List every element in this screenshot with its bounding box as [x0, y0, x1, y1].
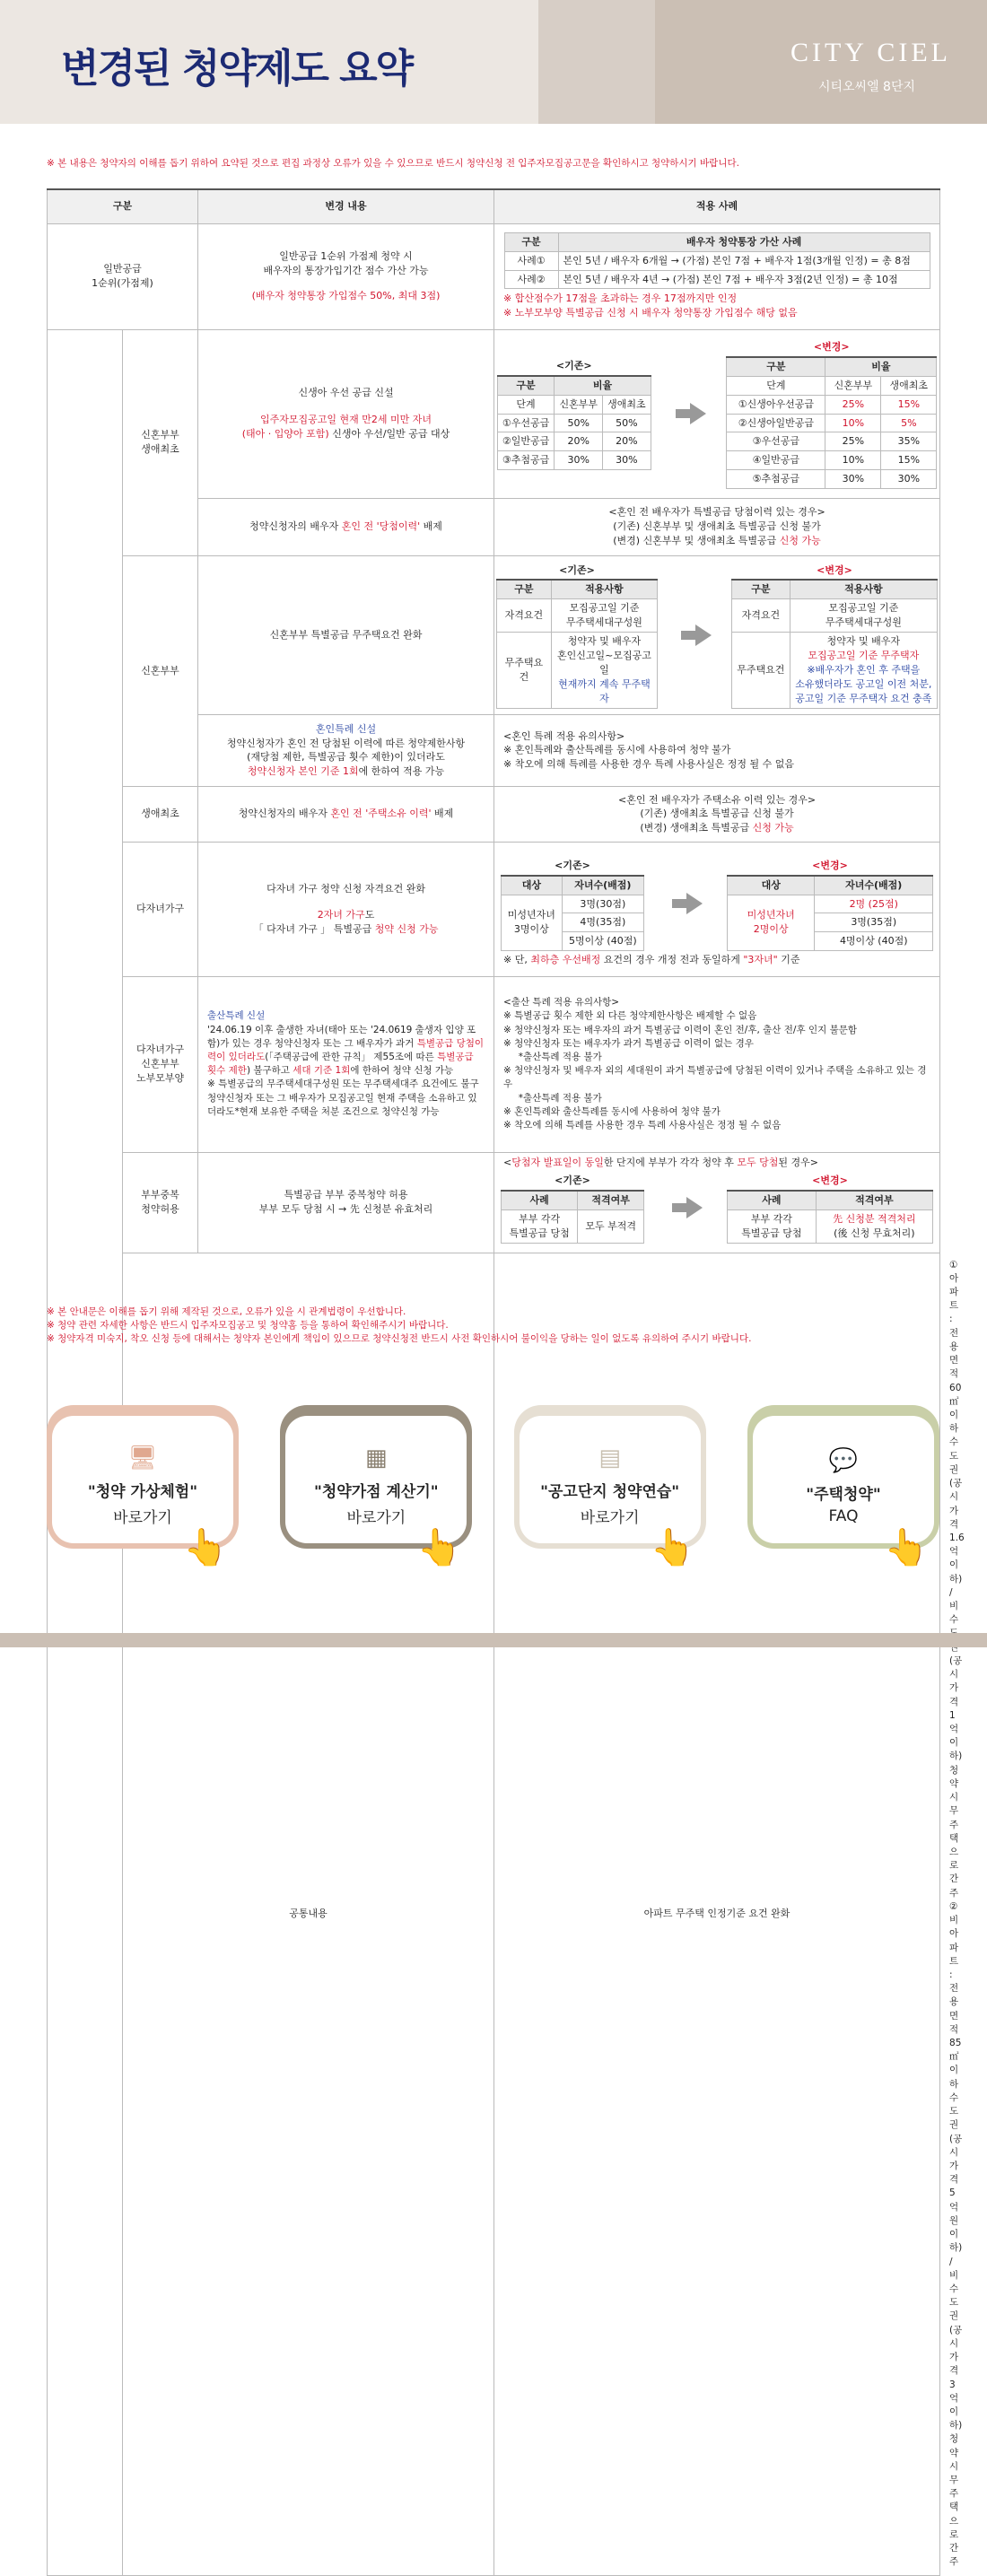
bottom-bar: [0, 1633, 987, 1647]
cell: 15%: [881, 451, 937, 470]
cell: 30%: [881, 470, 937, 489]
cell: 사례②: [504, 270, 558, 289]
cell: 미성년자녀 2명이상: [728, 895, 815, 951]
r3-content: 혼인 전 '당첨이력': [341, 520, 421, 533]
r8-content: 세대 기준 1회: [293, 1065, 351, 1077]
cat-couple: 부부중복 청약허용: [123, 1152, 198, 1253]
th: 자녀수(배점): [562, 876, 643, 895]
button-label: "공고단지 청약연습": [540, 1483, 680, 1501]
r8-content: (「주택공급에 관한 규칙」 제55조에 따른: [265, 1052, 438, 1063]
r8-example: ※ 청약신청자 및 배우자 외의 세대원이 과거 특별공급에 당첨된 이력이 있거나 주택을 소유하고 있는 경우: [503, 1065, 927, 1090]
r7-note: ※ 단,: [503, 954, 531, 966]
cell: 신혼부부: [825, 376, 881, 395]
r6-content: 배제: [431, 808, 454, 820]
cell: 5명이상 (40점): [562, 932, 643, 951]
r8-example: ※ 특별공급 횟수 제한 외 다른 청약제한사항은 배제할 수 없음: [503, 1010, 757, 1022]
calculator-icon: ▦: [365, 1445, 388, 1471]
r5-example: <혼인 특례 적용 유의사항>: [503, 729, 625, 742]
cap: <변경>: [728, 857, 933, 876]
th: 자녀수(배점): [815, 876, 933, 895]
cap: <기존>: [502, 1172, 644, 1191]
r6-example: (변경) 생애최초 특별공급: [640, 822, 753, 834]
button-label: "청약가점 계산기": [314, 1483, 439, 1501]
monitor-icon: 🖥: [127, 1445, 158, 1471]
th: 구분: [727, 357, 825, 376]
th: 구분: [497, 376, 555, 395]
cat-newlywed-first: 신혼부부 생애최초: [123, 329, 198, 555]
r9-title: 당첨자 발표일이 동일: [511, 1157, 604, 1169]
r2-content: 신생아 우선 공급 신설: [298, 387, 394, 399]
score-calculator-button[interactable]: [280, 1405, 472, 1568]
cell: ③우선공급: [727, 432, 825, 451]
cell: 모집공고일 기준 무주택자: [808, 650, 920, 662]
cell: ⑤추첨공급: [727, 470, 825, 489]
cell: ※배우자가 혼인 후 주택을 소유했더라도 공고일 이전 처분, 공고일 기준 무주택자 요건 충족: [795, 664, 932, 704]
arrow-right-icon: [695, 624, 712, 646]
r8-content: '24.06.19 이후 출생한 자녀(태아 또는 '24.0619 출생자 입양 포함)가 있는 경우 청약신청자 또는 그 배우자가 과거: [207, 1024, 476, 1049]
th: 적용사항: [551, 580, 657, 598]
r8-content: 특별공급 횟수 제한: [207, 1052, 474, 1077]
r1-content-note: (배우자 청약통장 가입점수 50%, 최대 3점): [251, 289, 441, 301]
r7-content: 청약 신청 가능: [374, 923, 439, 936]
r2-content: 입주자모집공고일 현재 만2세 미만 자녀: [260, 414, 432, 426]
summary-table: 구분 변경 내용 적용 사례 일반공급 1순위(가점제) 일반공급 1순위 가점제 청약 시 배우자의 통장가입기간 점수 가산 가능 (배우자 청약통장 가입점수 50%, 최대 3점) 구분 배우자 청약통장 가산 사례 사례① 본인 5년 / 배우자 6개월 → (가점) 본인 7점 + 배우자 1점(3개월 인정) = 총 8점 사례② 본인 5년 / 배우자 4년 → (가점) 본인 7점 + 배우자 3점(2년 인정) = 총 10점 ※ 합산점수가 17점을 초과하는 경우 17점까지만 인정 ※ 노부모부양 특별공급 신청 시 배우자 청약통장 가입점수 해당 없음 신혼부부 생애최초 신생아 우선 공급 신설 입주자모집공고일 현재 만2세 미만 자녀 (태아 · 입양아 포함) 신생아 우선/일반 공급 대상 <기존> 구분 비율 단계 신혼부부 생애최초 ①우선공급 50% 50% ②일반공급 20% 20% ③추첨공급 30% 30% <변경> 구분 비율 단계 신혼부부 생애최초 ①신생아우선공급 25% 15% ②신생아일반공급 10% 5% ③우선공급 25% 35% ④일반공급 10% 15% ⑤추첨공급 30% 30% 청약신청자의 배우자 혼인 전 '당첨이력' 배제 <혼인 전 배우자가 특별공급 당첨이력 있는 경우> (기존) 신혼부부 및 생애최초 특별공급 신청 불가 (변경) 신혼부부 및 생애최초 특별공급 신청 가능 신혼부부 신혼부부 특별공급 무주택요건 완화 <기존> 구분 적용사항 자격요건 모집공고일 기준 무주택세대구성원 무주택요건 청약자 및 배우자 혼인신고일~모집공고일 현재까지 계속 무주택자 <변경> 구분 적용사항 자격요건 모집공고일 기준 무주택세대구성원 무주택요건 청약자 및 배우자 모집공고일 기준 무주택자 ※배우자가 혼인 후 주택을 소유했더라도 공고일 이전 처분, 공고일 기준 무주택자 요건 충족 혼인특례 신설 청약신청자가 혼인 전 당첨된 이력에 따른 청약제한사항 (재당첨 제한, 특별공급 횟수 제한)이 있더라도 청약신청자 본인 기준 1회에 한하여 적용 가능 <혼인 특례 적용 유의사항> ※ 혼인특례와 출산특례를 동시에 사용하여 청약 불가 ※ 착오에 의해 특례를 사용한 경우 특례 사용사실은 정정 될 수 없음 생애최초 청약신청자의 배우자 혼인 전 '주택소유 이력' 배제 <혼인 전 배우자가 주택소유 이력 있는 경우> (기존) 생애최초 특별공급 신청 불가 (변경) 생애최초 특별공급 신청 가능 다자녀가구 다자녀 가구 청약 신청 자격요건 완화 2자녀 가구도 「 다자녀 가구 」 특별공급 청약 신청 가능 <기존> 대상 자녀수(배점) 미성년자녀 3명이상 3명(30점) 4명(35점) 5명이상 (40점) <변경> 대상 자녀수(배점) 미성년자녀 2명이상 2명 (25점) 3명(35점) 4명이상 (40점) ※ 단, 최하층 우선배정 요건의 경우 개정 전과 동일하게 "3자녀" 기준 다자녀가구 신혼부부 노부모부양 출산특례 신설 '24.06.19 이후 출생한 자녀(태아 또는 '24.0619 출생자 입양 포함)가 있는 경우 청약신청자 또는 그 배우자가 과거 특별공급 당첨이력이 있더라도(「주택공급에 관한 규칙」 제55조에 따른 특별공급 횟수 제한) 불구하고 세대 기준 1회에 한하여 청약 신청 가능 ※ 특별공급의 무주택세대구성원 또는 무주택세대주 요건에도 불구 청약신청자 또는 그 배우자가 모집공고일 현재 주택을 소유하고 있더라도*현재 보유한 주택을 처분 조건으로 청약신청 가능 <출산 특례 적용 유의사항> ※ 특별공급 횟수 제한 외 다른 청약제한사항은 배제할 수 없음 ※ 청약신청자 또는 배우자의 과거 특별공급 이력이 혼인 전/후, 출산 전/후 인지 불문함 ※ 청약신청자 또는 배우자가 과거 특별공급 이력이 없는 경우 *출산특례 적용 불가 ※ 청약신청자 및 배우자 외의 세대원이 과거 특별공급에 당첨된 이력이 있거나 주택을 소유하고 있는 경우 *출산특례 적용 불가 ※ 혼인특례와 출산특례를 동시에 사용하여 청약 불가 ※ 착오에 의해 특례를 사용한 경우 특례 사용사실은 정정 될 수 없음 부부중복 청약허용 특별공급 부부 중복청약 허용 부부 모두 당첨 시 → 先 신청분 유효처리 <당첨자 발표일이 동일한 단지에 부부가 각각 청약 후 모두 당첨된 경우> <기존> 사례 적격여부 부부 각각 특별공급 당첨 모두 부적격 <변경> 사례 적격여부 부부 각각 특별공급 당첨 先 신청분 적격처리 (後 신청 무효처리) 공통내용 아파트 무주택 인정기준 요건 완화 ① 아파트 : 전용면적 60㎡이하 수도권(공시가격 1.6억 이하) / 비수 (공시가격 1억 이하) 청약 시 무주택으로 간주 ② 비아파트 : 전용면적 85㎡이하 수도권(공시가격 5억원 이하) / 비수도권(공시가격 3억 이하) 청약 시 무주택으로 간주: [47, 188, 940, 2576]
head-example: 적용 사례: [494, 189, 940, 223]
r5-content: 에 한하여 적용 가능: [358, 765, 445, 778]
r7-content: 다자녀 가구 청약 신청 자격요건 완화: [266, 882, 425, 895]
r2-before-table: [497, 357, 651, 471]
cell: 신혼부부: [555, 395, 603, 414]
virtual-experience-button[interactable]: [47, 1405, 239, 1568]
cell: 50%: [603, 414, 651, 432]
footnote: ※ 청약 관련 자세한 사항은 반드시 입주자모집공고 및 청약홈 등을 통하여 확인해주시기 바랍니다.: [47, 1320, 449, 1332]
faq-button[interactable]: [747, 1405, 939, 1568]
footnote: ※ 본 안내문은 이해를 돕기 위해 제작된 것으로, 오류가 있을 시 관계법령이 우선합니다.: [47, 1306, 406, 1317]
cell: 5%: [881, 414, 937, 432]
cell: 부부 각각 특별공급 당첨: [502, 1210, 578, 1244]
cell: 청약자 및 배우자: [826, 635, 901, 648]
faq-icon: 💬: [828, 1446, 859, 1474]
cat-birth: 다자녀가구 신혼부부 노부모부양: [123, 976, 198, 1152]
r8-content: 에 한하여 청약 신청 가능: [350, 1065, 454, 1077]
cell: 생애최초: [881, 376, 937, 395]
cell: 모집공고일 기준 무주택세대구성원: [790, 599, 937, 633]
cell: 현재까지 계속 무주택자: [558, 678, 651, 704]
cell: ③추첨공급: [497, 451, 555, 470]
r2-content: 신생아 우선/일반 공급 대상: [328, 427, 450, 440]
cell: 25%: [825, 432, 881, 451]
cap: <변경>: [732, 562, 938, 581]
cell: 무주택요건: [497, 633, 552, 709]
r7-before-table: [501, 857, 644, 952]
r8-example: ※ 혼인특례와 출산특례를 동시에 사용하여 청약 불가: [503, 1105, 721, 1117]
r8-example: *출산특례 적용 불가: [503, 1052, 602, 1063]
th: 비율: [555, 376, 651, 395]
r9-after-table: [727, 1172, 933, 1244]
th: 구분: [497, 580, 552, 598]
cell: 본인 5년 / 배우자 6개월 → (가점) 본인 7점 + 배우자 1점(3개월 인정) = 총 8점: [558, 251, 930, 270]
th: 적격여부: [816, 1191, 932, 1209]
th: 사례: [502, 1191, 578, 1209]
cell: 자격요건: [497, 599, 552, 633]
r7-note: 요건의 경우 개정 전과 동일하게: [600, 954, 744, 966]
button-sublabel: FAQ: [828, 1506, 859, 1525]
button-label: "주택청약": [806, 1485, 881, 1504]
cell: ①신생아우선공급: [727, 395, 825, 414]
cap: <변경>: [727, 338, 937, 357]
th: 배우자 청약통장 가산 사례: [558, 232, 930, 251]
cell: 청약자 및 배우자 혼인신고일~모집공고일: [556, 635, 651, 677]
r8-content: ) 불구하고: [246, 1065, 293, 1077]
r1-content: 일반공급 1순위 가점제 청약 시 배우자의 통장가입기간 점수 가산 가능: [263, 250, 429, 277]
r6-example: 신청 가능: [752, 822, 794, 834]
r5-example: ※ 착오에 의해 특례를 사용한 경우 특례 사용사실은 정정 될 수 없음: [503, 758, 794, 771]
cell: 15%: [881, 395, 937, 414]
button-label: "청약 가상체험": [87, 1483, 198, 1501]
r3-content: 청약신청자의 배우자: [249, 520, 342, 533]
cell: 4명(35점): [562, 913, 643, 932]
link-buttons: [47, 1405, 939, 1568]
r7-content: 도: [364, 909, 375, 921]
cell: 10%: [825, 414, 881, 432]
arrow-right-icon: [686, 893, 703, 914]
r6-content: 청약신청자의 배우자: [238, 808, 331, 820]
r3-example: <혼인 전 배우자가 특별공급 당첨이력 있는 경우>: [608, 506, 825, 519]
r5-content: 청약신청자 본인 기준 1회: [247, 765, 359, 778]
r6-example: (기존) 생애최초 특별공급 신청 불가: [640, 808, 794, 820]
r4-before-table: [496, 562, 658, 709]
r4-after-table: [731, 562, 938, 709]
r1-note: ※ 합산점수가 17점을 초과하는 경우 17점까지만 인정: [503, 293, 738, 305]
hand-pointer-icon: 👆: [884, 1527, 929, 1568]
r7-content: 2자녀 가구: [317, 909, 365, 921]
cell: 10%: [825, 451, 881, 470]
cell: 생애최초: [603, 395, 651, 414]
cap: <변경>: [728, 1172, 933, 1191]
hand-pointer-icon: 👆: [650, 1527, 695, 1568]
hand-pointer-icon: 👆: [183, 1527, 228, 1568]
header: [0, 0, 987, 124]
cell: 30%: [603, 451, 651, 470]
r7-note: "3자녀": [743, 954, 778, 966]
button-sublabel: 바로가기: [113, 1509, 172, 1527]
cell: 3명(35점): [815, 913, 933, 932]
th: 비율: [825, 357, 937, 376]
r9-content: 특별공급 부부 중복청약 허용 부부 모두 당첨 시 → 先 신청분 유효처리: [198, 1152, 494, 1253]
cell: 무주택요건: [732, 633, 790, 709]
r2-content: (태아 · 입양아 포함): [241, 427, 329, 440]
cell: (後 신청 무효처리): [834, 1227, 915, 1239]
arrow-right-icon: [690, 403, 706, 424]
cell: ④일반공급: [727, 451, 825, 470]
cell: 3명(30점): [562, 895, 643, 913]
footnotes: [47, 1305, 751, 1347]
r9-title: <: [503, 1157, 512, 1169]
cell: 부부 각각 특별공급 당첨: [728, 1210, 817, 1244]
r7-note: 기준: [777, 954, 800, 966]
cell: 자격요건: [732, 599, 790, 633]
r8-example: ※ 착오에 의해 특례를 사용한 경우 특례 사용사실은 정정 될 수 없음: [503, 1120, 782, 1131]
r1-note: ※ 노부모부양 특별공급 신청 시 배우자 청약통장 가입점수 해당 없음: [503, 307, 798, 319]
th: 사례: [728, 1191, 817, 1209]
cell: ②일반공급: [497, 432, 555, 451]
th: 대상: [728, 876, 815, 895]
cat-first-home: 생애최초: [123, 786, 198, 842]
r3-content: 배제: [420, 520, 442, 533]
r6-example: <혼인 전 배우자가 주택소유 이력 있는 경우>: [617, 793, 817, 806]
page-title: 변경된 청약제도 요약: [61, 46, 413, 92]
cell: 4명이상 (40점): [815, 932, 933, 951]
r7-after-table: [727, 857, 933, 952]
cell: 25%: [825, 395, 881, 414]
cap: <기존>: [502, 857, 644, 876]
r5-content: 청약신청자가 혼인 전 당첨된 이력에 따른 청약제한사항 (재당첨 제한, 특별공급 횟수 제한)이 있더라도: [226, 737, 466, 764]
cell: 미성년자녀 3명이상: [502, 895, 563, 951]
r9-before-table: [501, 1172, 644, 1244]
th: 구분: [732, 580, 790, 598]
cell: ②신생아일반공급: [727, 414, 825, 432]
document-icon: ▤: [598, 1445, 621, 1471]
cell: 20%: [603, 432, 651, 451]
cell: 단계: [497, 395, 555, 414]
cat-common: 공통내용: [123, 1253, 494, 2575]
notice: ※ 본 내용은 청약자의 이해를 돕기 위하여 요약된 것으로 편집 과정상 오류가 있을 수 있으므로 반드시 청약신청 전 입주자모집공고문을 확인하시고 청약하시기 바랍니다.: [47, 158, 739, 169]
r8-content: 출산특례 신설: [207, 1010, 266, 1022]
r3-example: (변경) 신혼부부 및 생애최초 특별공급: [613, 534, 780, 546]
cell: 30%: [825, 470, 881, 489]
cat-newlywed: 신혼부부: [123, 555, 198, 786]
arrow-right-icon: [686, 1197, 703, 1218]
cell: 모집공고일 기준 무주택세대구성원: [551, 599, 657, 633]
cell: 2명 (25점): [815, 895, 933, 913]
r10-content: 아파트 무주택 인정기준 요건 완화: [494, 1253, 940, 2575]
r9-title: 한 단지에 부부가 각각 청약 후: [603, 1157, 738, 1169]
button-sublabel: 바로가기: [580, 1509, 640, 1527]
cap: <기존>: [497, 562, 658, 581]
head-content: 변경 내용: [198, 189, 494, 223]
cell: 30%: [555, 451, 603, 470]
button-sublabel: 바로가기: [346, 1509, 406, 1527]
cell: 사례①: [504, 251, 558, 270]
cell: 50%: [555, 414, 603, 432]
r3-example: 신청 가능: [779, 534, 821, 546]
cat-multichild: 다자녀가구: [123, 842, 198, 976]
cell: 20%: [555, 432, 603, 451]
cat-general: 일반공급 1순위(가점제): [48, 223, 198, 329]
r3-example: (기존) 신혼부부 및 생애최초 특별공급 신청 불가: [613, 520, 821, 533]
hand-pointer-icon: 👆: [416, 1527, 462, 1568]
practice-button[interactable]: [514, 1405, 706, 1568]
r8-example: <출산 특례 적용 유의사항>: [503, 997, 620, 1009]
r2-after-table: [726, 338, 937, 490]
r5-example: ※ 혼인특례와 출산특례를 동시에 사용하여 청약 불가: [503, 744, 731, 756]
th: 구분: [504, 232, 558, 251]
cell: 35%: [881, 432, 937, 451]
cap: <기존>: [497, 357, 651, 376]
r8-example: ※ 청약신청자 또는 배우자의 과거 특별공급 이력이 혼인 전/후, 출산 전/후 인지 불문함: [503, 1024, 857, 1035]
r1-table: [504, 232, 930, 290]
cell: 先 신청분 적격처리: [833, 1213, 916, 1226]
r4-content: 신혼부부 특별공급 무주택요건 완화: [198, 555, 494, 714]
r5-content: 혼인특례 신설: [315, 722, 377, 735]
r8-example: ※ 청약신청자 또는 배우자가 과거 특별공급 이력이 없는 경우: [503, 1037, 754, 1049]
r9-title: 된 경우>: [778, 1157, 818, 1169]
cell: 단계: [727, 376, 825, 395]
r7-note: 최하층 우선배정: [530, 954, 601, 966]
cell: 모두 부적격: [578, 1210, 644, 1244]
r8-example: *출산특례 적용 불가: [503, 1092, 602, 1104]
cell: ①우선공급: [497, 414, 555, 432]
r6-content: 혼인 전 '주택소유 이력': [330, 808, 432, 820]
th: 대상: [502, 876, 563, 895]
cell: 본인 5년 / 배우자 4년 → (가점) 본인 7점 + 배우자 3점(2년 인정) = 총 10점: [558, 270, 930, 289]
logo: CITY CIEL: [790, 38, 951, 67]
r9-title: 모두 당첨: [737, 1157, 779, 1169]
head-category: 구분: [48, 189, 198, 223]
r8-content: ※ 특별공급의 무주택세대구성원 또는 무주택세대주 요건에도 불구 청약신청자 또는 그 배우자가 모집공고일 현재 주택을 소유하고 있더라도*현재 보유한 주택을 처분 조건으로 청약신청 가능: [207, 1078, 479, 1117]
th: 적용사항: [790, 580, 937, 598]
footnote: ※ 청약자격 미숙지, 착오 신청 등에 대해서는 청약자 본인에게 책임이 있으므로 청약신청전 반드시 사전 확인하시어 불이익을 당하는 일이 없도록 유의하여 주시기 바랍니다.: [47, 1333, 752, 1345]
logo-subtitle: 시티오씨엘 8단지: [817, 80, 915, 94]
r8-content: 특별공급 당첨이력이 있더라도: [207, 1037, 485, 1063]
th: 적격여부: [578, 1191, 644, 1209]
r7-content: 「 다자녀 가구 」 특별공급: [253, 923, 375, 936]
